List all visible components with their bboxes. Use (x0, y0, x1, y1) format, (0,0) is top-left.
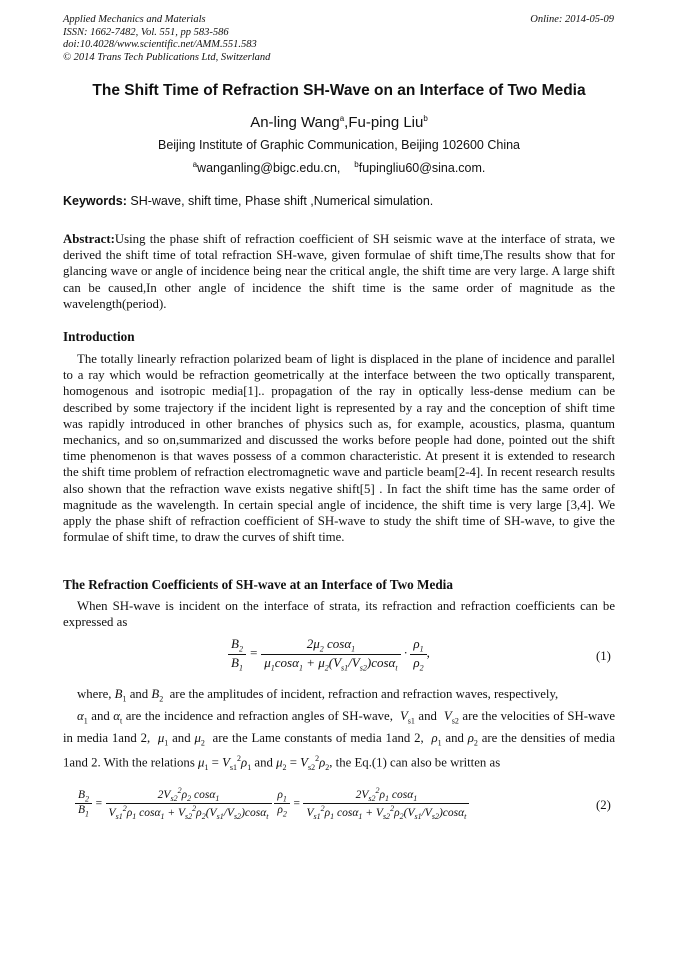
equation-number: (2) (596, 798, 611, 812)
journal-name: Applied Mechanics and Materials (63, 14, 206, 25)
section2-intro: When SH-wave is incident on the interface of strata, its refraction and refraction coefficients can be expressed as (63, 599, 615, 630)
doi-line: doi:10.4028/www.scientific.net/AMM.551.583 (63, 39, 257, 50)
abstract-label: Abstract: (63, 232, 115, 246)
definition-text: are the Lame constants of media 1and 2, (212, 730, 424, 745)
abstract-text: Using the phase shift of refraction coefficient of SH seismic wave at the interface of strata, we derived the shift time of total refraction SH-wave, given formulae of shift time,The results show that for glancing wave or angle of incidence being near the critical angle, the shift time are very large. A large shift can be caused,In other angle of incidence the shift time is the same order of magnitude as the wavelength(period). (63, 232, 615, 311)
abstract (63, 231, 615, 312)
affiliation: Beijing Institute of Graphic Communication, Beijing 102600 China (157, 138, 520, 152)
author-affil-mark: b (423, 114, 428, 123)
email-address[interactable]: fupingliu60@sina.com. (358, 161, 486, 176)
journal-header (63, 14, 270, 64)
email-address[interactable]: wanganling@bigc.edu.cn, (197, 161, 341, 176)
definition-text: the Eq.(1) can also be written as (335, 755, 501, 770)
equation-number: (1) (596, 649, 611, 663)
online-date: Online: 2014-05-09 (530, 14, 614, 25)
keywords (63, 194, 615, 208)
section-heading: The Refraction Coefficients of SH-wave at an Interface of Two Media (63, 577, 453, 592)
keywords-text: SH-wave, shift time, Phase shift ,Numerical simulation. (126, 194, 434, 208)
variable-definitions: where, $B_1$ and $B_2$ are the amplitudes of incident, refraction and refraction waves, respectively, $\alpha_1$ and $\alpha_t$ are the incidence and refraction angles of SH-wave, $V_{s1}$ and $V_{s2}$ are the velocities of SH-wave in media 1and 2, $\mu_1$ and $\mu_2$ are the Lame constants of media 1and 2, $\rho_1$ and $\rho_2$ are the densities of media 1and 2. With the relations $\mu_1 = V_{s1}^2\rho_1$ and $\mu_2 = V_{s2}^2\rho_2$, the Eq.(1) can also be written as (63, 687, 616, 773)
author-affil-mark: a (339, 114, 345, 123)
paper-title: The Shift Time of Refraction SH-Wave on an Interface of Two Media (92, 82, 586, 99)
definition-text: are the velocities of SH-wave in media 1and 2, (63, 708, 615, 745)
equation-1: $\frac{B_2}{B_1}$ = $\frac{2\mu_2 \cos\alpha_1}{\mu_1\cos\alpha_1 + \mu_2(V_{s1}/V_{s2})\cos\alpha_t}$ · $\frac{\rho_1}{\rho_2}$ , (228, 636, 430, 672)
author-list (0, 114, 678, 131)
introduction-text: The totally linearly refraction polarized beam of light is displaced in the plane of incidence and parallel to a ray which would be refraction geometrically at the interface between the two optically transparent, homogenous and isotropic media[1].. propagation of the ray in optically less-dense medium can be described by some trajectory if the incident light is represented by a ray and the conception of shift time was rapidly introduced in other branches of physics such as, for example, acoustics, plasma, quantum mechanics, and so on,summarized and discussed the works before people had done, pointed out the shift time phenomenon is that waves possess of a common characteristic. At present it is extended to research the shift time problem of refraction electromagnetic wave and particle beam[2-4]. In recent research results also shown that the refraction wave exists negative shift[5] . In fact the shift time has the same order of magnitude as the wavelength. In certain special angle of incidence, the shift time is very large [3,4]. We apply the phase shift of refraction coefficient of SH-wave to study the shift time of SH-wave, to give the formulae of shift time, to draw the curves of shift time. (63, 352, 615, 545)
email-mark: a (192, 160, 198, 169)
author-emails (0, 160, 678, 175)
definition-text: are the amplitudes of incident, refraction and refraction waves, respectively, (169, 687, 559, 701)
definition-text: are the densities of media 1and 2. With the relations (63, 730, 616, 770)
equation-2: $\frac{B_2}{B_1}$ = $\frac{2V_{s2}^2\rho_2 \cos\alpha_1}{V_{s1}^2\rho_1 \cos\alpha_1 + V_{s2}^2\rho_2(V_{s1}/V_{s2})\cos\alpha_t}$ $\frac{\rho_1}{\rho_2}$ = $\frac{2V_{s2}^2\rho_1 \cos\alpha_1}{V_{s1}^2\rho_1 \cos\alpha_1 + V_{s2}^2\rho_2(V_{s1}/V_{s2})\cos\alpha_t}$ (75, 786, 469, 821)
author-separator: , (344, 114, 349, 131)
keywords-label: Keywords: (63, 194, 127, 208)
email-mark: b (354, 160, 359, 169)
copyright-line: © 2014 Trans Tech Publications Ltd, Switzerland (63, 51, 271, 63)
author-name: An-ling Wang (250, 114, 340, 131)
issn-line: ISSN: 1662-7482, Vol. 551, pp 583-586 (63, 26, 229, 38)
author-name: Fu-ping Liu (348, 114, 424, 131)
section-heading: Introduction (63, 329, 135, 344)
definition-text: are the incidence and refraction angles of SH-wave, (125, 708, 393, 723)
